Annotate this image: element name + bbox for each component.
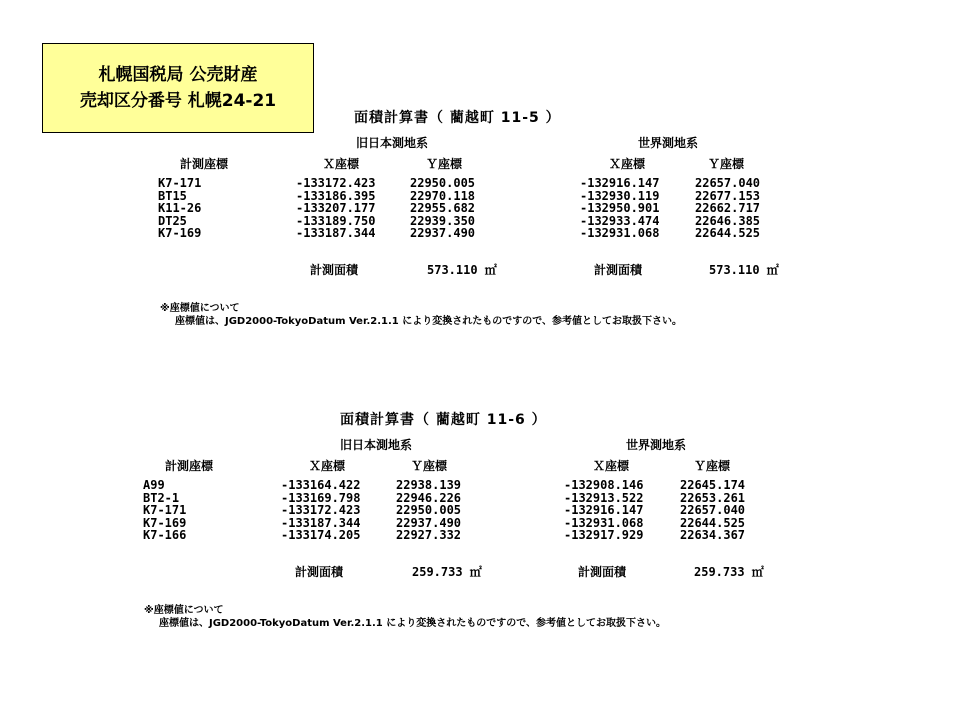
coordinate-note xyxy=(160,302,682,328)
old-x-value: -133172.423 xyxy=(296,176,376,190)
new-y-value: 22677.153 xyxy=(695,188,761,203)
old-y-value: 22955.682 xyxy=(410,201,476,215)
new-area-value: 259.733 ㎡ xyxy=(694,565,764,579)
old-x-value: -133169.798 xyxy=(281,490,361,505)
new-y-column-header: Ｙ座標 xyxy=(694,459,731,473)
old-y-column-header: Ｙ座標 xyxy=(411,459,448,473)
new-y-column-header: Ｙ座標 xyxy=(708,157,745,171)
new-x-value: -132916.147 xyxy=(564,503,644,517)
old-x-value: -133172.423 xyxy=(281,503,361,517)
old-y-value: 22970.118 xyxy=(410,188,476,203)
new-area-label: 計測面積 xyxy=(578,565,627,579)
old-system-label: 旧日本測地系 xyxy=(356,136,429,150)
new-x-value: -132933.474 xyxy=(580,213,660,228)
coordinate-note xyxy=(144,604,666,630)
point-column-header: 計測座標 xyxy=(165,459,214,473)
new-x-column-header: Ｘ座標 xyxy=(609,157,646,171)
new-y-value: 22657.040 xyxy=(680,503,746,517)
old-x-value: -133186.395 xyxy=(296,188,376,203)
old-y-column xyxy=(396,479,461,542)
old-x-value: -133187.344 xyxy=(281,515,361,530)
old-system-label: 旧日本測地系 xyxy=(340,438,413,452)
new-x-column-header: Ｘ座標 xyxy=(593,459,630,473)
old-y-value: 22937.490 xyxy=(410,226,476,240)
point-name: K7-171 xyxy=(158,176,202,190)
new-x-value: -132908.146 xyxy=(564,478,644,492)
new-y-value: 22645.174 xyxy=(680,478,746,492)
new-system-label: 世界測地系 xyxy=(638,136,699,150)
point-name: BT15 xyxy=(158,188,187,203)
new-x-value: -132916.147 xyxy=(580,176,660,190)
new-x-value: -132913.522 xyxy=(564,490,644,505)
header-line-2: 売却区分番号 札幌24-21 xyxy=(79,91,277,111)
old-y-value: 22950.005 xyxy=(410,176,476,190)
point-name: BT2-1 xyxy=(143,490,180,505)
sheet-title: 面積計算書（ 藺越町 11-6 ） xyxy=(340,412,547,428)
header-line-1: 札幌国税局 公売財産 xyxy=(98,65,258,85)
point-name: K7-166 xyxy=(143,528,187,542)
old-area-label: 計測面積 xyxy=(295,565,344,579)
old-x-column xyxy=(296,177,375,240)
point-name: K7-169 xyxy=(158,226,202,240)
point-name: K7-171 xyxy=(143,503,187,517)
new-x-value: -132950.901 xyxy=(580,201,660,215)
new-x-value: -132917.929 xyxy=(564,528,644,542)
note-body: 座標値は、JGD2000-TokyoDatum Ver.2.1.1 により変換されたものですので、参考値としてお取扱下さい。 xyxy=(175,316,683,327)
note-title: ※座標値について xyxy=(160,303,240,314)
new-y-value: 22634.367 xyxy=(680,528,746,542)
new-y-value: 22644.525 xyxy=(680,515,746,530)
point-column-header: 計測座標 xyxy=(180,157,229,171)
point-name-column xyxy=(143,479,186,542)
new-x-value: -132931.068 xyxy=(580,226,660,240)
new-y-column xyxy=(695,177,760,240)
sheet-title: 面積計算書（ 藺越町 11-5 ） xyxy=(354,110,561,126)
new-x-value: -132930.119 xyxy=(580,188,660,203)
old-x-value: -133164.422 xyxy=(281,478,361,492)
new-y-value: 22644.525 xyxy=(695,226,761,240)
new-x-column xyxy=(564,479,643,542)
old-y-value: 22927.332 xyxy=(396,528,462,542)
old-y-value: 22939.350 xyxy=(410,213,476,228)
new-y-value: 22653.261 xyxy=(680,490,746,505)
old-y-column-header: Ｙ座標 xyxy=(426,157,463,171)
new-y-value: 22662.717 xyxy=(695,201,761,215)
new-y-value: 22646.385 xyxy=(695,213,761,228)
new-area-label: 計測面積 xyxy=(594,263,643,277)
old-x-column-header: Ｘ座標 xyxy=(309,459,346,473)
old-x-value: -133174.205 xyxy=(281,528,361,542)
new-system-label: 世界測地系 xyxy=(626,438,687,452)
old-x-value: -133187.344 xyxy=(296,226,376,240)
old-y-column xyxy=(410,177,475,240)
new-y-column xyxy=(680,479,745,542)
old-x-value: -133207.177 xyxy=(296,201,376,215)
old-area-value: 573.110 ㎡ xyxy=(427,263,497,277)
old-x-column xyxy=(281,479,360,542)
old-x-column-header: Ｘ座標 xyxy=(323,157,360,171)
old-y-value: 22937.490 xyxy=(396,515,462,530)
old-y-value: 22950.005 xyxy=(396,503,462,517)
old-y-value: 22938.139 xyxy=(396,478,462,492)
point-name: A99 xyxy=(143,478,165,492)
note-title: ※座標値について xyxy=(144,605,224,616)
property-label-box xyxy=(42,43,314,133)
note-body: 座標値は、JGD2000-TokyoDatum Ver.2.1.1 により変換されたものですので、参考値としてお取扱下さい。 xyxy=(159,618,667,629)
new-x-column xyxy=(580,177,659,240)
point-name-column xyxy=(158,177,201,240)
point-name: DT25 xyxy=(158,213,187,228)
new-y-value: 22657.040 xyxy=(695,176,761,190)
old-area-label: 計測面積 xyxy=(310,263,359,277)
point-name: K7-169 xyxy=(143,515,187,530)
old-area-value: 259.733 ㎡ xyxy=(412,565,482,579)
old-x-value: -133189.750 xyxy=(296,213,376,228)
new-x-value: -132931.068 xyxy=(564,515,644,530)
old-y-value: 22946.226 xyxy=(396,490,462,505)
point-name: K11-26 xyxy=(158,201,202,215)
new-area-value: 573.110 ㎡ xyxy=(709,263,779,277)
